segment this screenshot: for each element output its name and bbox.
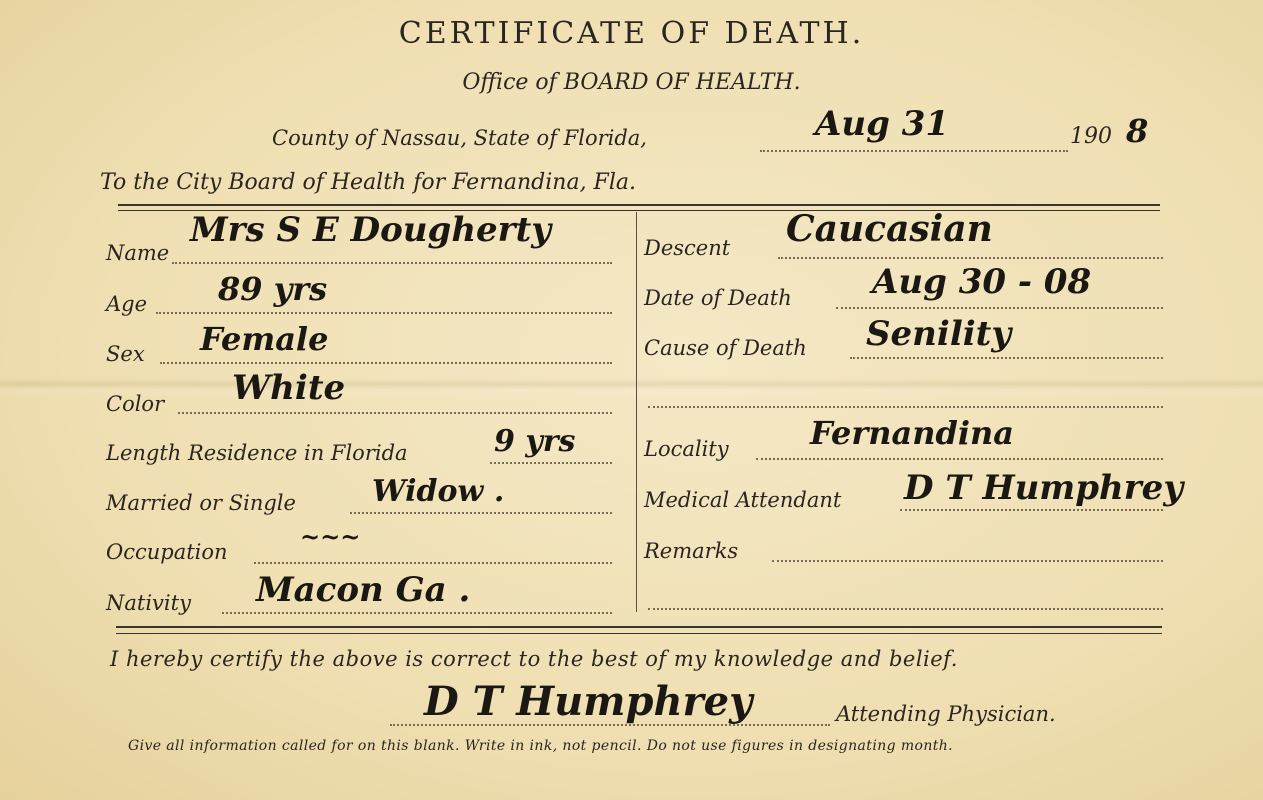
top-rule xyxy=(118,204,1160,206)
field-value-medical-attendant: D T Humphrey xyxy=(904,468,1184,508)
office-subtitle: Office of BOARD OF HEALTH. xyxy=(462,70,801,95)
field-value-cause-of-death: Senility xyxy=(866,314,1012,354)
to-line: To the City Board of Health for Fernandina, Fla. xyxy=(100,170,636,195)
county-line: County of Nassau, State of Florida, xyxy=(272,126,647,150)
field-value-nativity: Macon Ga . xyxy=(256,570,471,610)
field-dots-occupation xyxy=(254,562,612,564)
field-value-color: White xyxy=(232,368,346,408)
certificate-title: CERTIFICATE OF DEATH. xyxy=(398,16,865,51)
field-value-name: Mrs S E Dougherty xyxy=(190,210,552,250)
field-label-date-of-death: Date of Death xyxy=(644,286,792,310)
field-dots-color xyxy=(178,412,612,414)
field-label-remarks: Remarks xyxy=(644,539,739,563)
field-value-locality: Fernandina xyxy=(810,414,1014,452)
year-printed: 190 xyxy=(1070,124,1112,149)
field-dots-remarks xyxy=(772,560,1163,562)
field-dots-medical-attendant xyxy=(900,509,1163,511)
field-dots-sex xyxy=(160,362,612,364)
field-value-sex: Female xyxy=(200,320,329,358)
bottom-rule-inner xyxy=(116,633,1162,634)
year-handwritten: 8 xyxy=(1126,112,1149,150)
field-label-medical-attendant: Medical Attendant xyxy=(644,488,842,512)
field-label-sex: Sex xyxy=(106,342,145,366)
field-dots-nativity xyxy=(222,612,612,614)
field-value-occupation: ~~~ xyxy=(300,522,361,551)
field-dots-locality xyxy=(756,458,1163,460)
physician-signature: D T Humphrey xyxy=(424,678,753,725)
field-dots-married xyxy=(350,512,612,514)
field-dots-blank xyxy=(648,406,1163,408)
field-value-residence: 9 yrs xyxy=(494,424,576,459)
field-dots-remarks-2 xyxy=(648,608,1163,610)
field-label-occupation: Occupation xyxy=(106,540,228,564)
footer-note: Give all information called for on this blank. Write in ink, not pencil. Do not use figures in designating month. xyxy=(128,738,954,754)
field-dots-date-of-death xyxy=(836,307,1163,309)
field-label-cause-of-death: Cause of Death xyxy=(644,336,807,360)
field-label-color: Color xyxy=(106,392,165,416)
field-label-locality: Locality xyxy=(644,437,729,461)
field-dots-descent xyxy=(778,257,1163,259)
certification-statement: I hereby certify the above is correct to the best of my knowledge and belief. xyxy=(110,647,958,671)
bottom-rule xyxy=(116,626,1162,628)
field-value-age: 89 yrs xyxy=(218,270,328,308)
column-divider xyxy=(636,212,637,612)
field-label-married: Married or Single xyxy=(106,491,296,515)
field-value-married: Widow . xyxy=(372,474,505,509)
date-handwritten: Aug 31 xyxy=(815,104,950,144)
field-value-date-of-death: Aug 30 - 08 xyxy=(872,262,1092,302)
signature-role: Attending Physician. xyxy=(836,702,1056,726)
field-dots-residence xyxy=(490,462,612,464)
field-label-residence: Length Residence in Florida xyxy=(106,441,408,465)
field-dots-cause-of-death xyxy=(850,357,1163,359)
field-label-name: Name xyxy=(106,241,170,265)
field-value-descent: Caucasian xyxy=(786,208,993,250)
field-label-nativity: Nativity xyxy=(106,591,191,615)
field-label-age: Age xyxy=(106,292,148,316)
field-label-descent: Descent xyxy=(644,236,731,260)
field-dots-name xyxy=(172,262,612,264)
date-dots xyxy=(760,150,1068,152)
field-dots-age xyxy=(156,312,612,314)
